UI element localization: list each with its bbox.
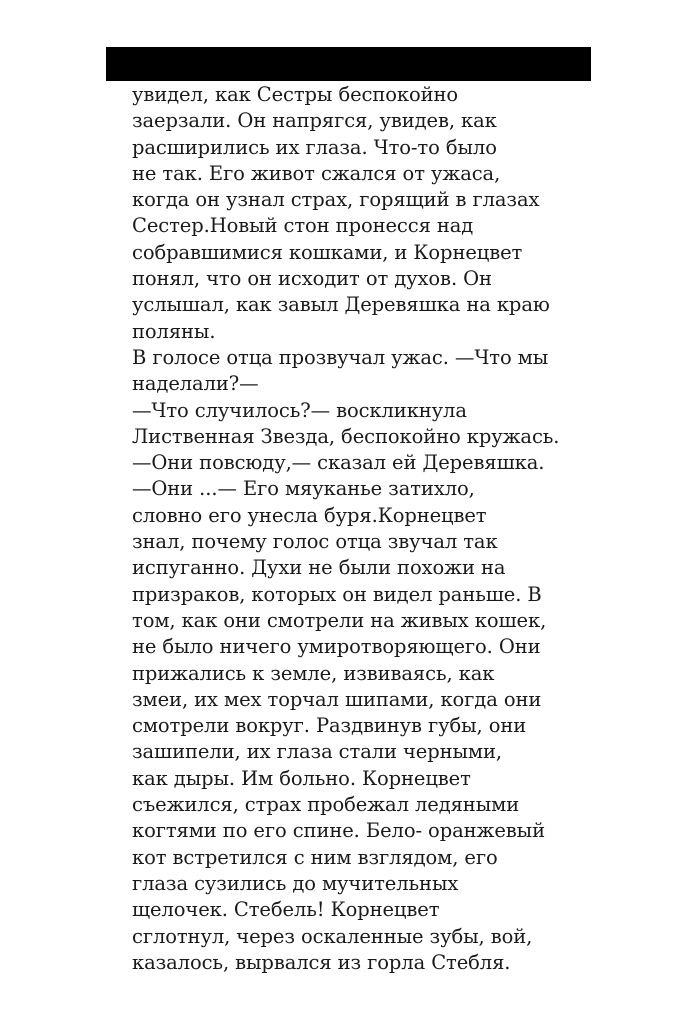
text-line: —Что случилось?— воскликнула xyxy=(132,398,467,422)
text-line: —Они повсюду,— сказал ей Деревяшка. xyxy=(132,451,545,475)
text-line: кот встретился с ним взглядом, его xyxy=(132,845,498,869)
text-line: зашипели, их глаза стали черными, xyxy=(132,740,502,764)
text-line: сглотнул, через оскаленные зубы, вой, xyxy=(132,924,533,948)
text-line: услышал, как завыл Деревяшка на краю xyxy=(132,293,550,317)
text-line: как дыры. Им больно. Корнецвет xyxy=(132,766,471,790)
text-line: словно его унесла буря.Корнецвет xyxy=(132,503,487,527)
text-line: прижались к земле, извиваясь, как xyxy=(132,661,495,685)
text-line: змеи, их мех торчал шипами, когда они xyxy=(132,687,542,711)
text-line: понял, что он исходит от духов. Он xyxy=(132,267,492,291)
text-line: Лиственная Звезда, беспокойно кружась. xyxy=(132,424,560,448)
text-line: щелочек. Стебель! Корнецвет xyxy=(132,898,440,922)
text-line: не так. Его живот сжался от ужаса, xyxy=(132,161,501,185)
text-line: том, как они смотрели на живых кошек, xyxy=(132,608,547,632)
text-line: глаза сузились до мучительных xyxy=(132,871,459,895)
text-line: расширились их глаза. Что-то было xyxy=(132,135,497,159)
text-line: когда он узнал страх, горящий в глазах xyxy=(132,188,540,212)
text-line: поляны. xyxy=(132,319,216,343)
text-line: —Они ...— Его мяуканье затихло, xyxy=(132,477,475,501)
text-line: казалось, вырвался из горла Стебля. xyxy=(132,950,511,974)
text-line: Сестер.Новый стон пронесся над xyxy=(132,214,474,238)
text-line: не было ничего умиротворяющего. Они xyxy=(132,635,541,659)
text-line: заерзали. Он напрягся, увидев, как xyxy=(132,109,497,133)
text-line: знал, почему голос отца звучал так xyxy=(132,530,498,554)
text-line: собравшимися кошками, и Корнецвет xyxy=(132,240,523,264)
text-line: испуганно. Духи не были похожи на xyxy=(132,556,506,580)
text-line: наделали?— xyxy=(132,372,259,396)
page-text xyxy=(132,82,592,976)
text-line: съежился, страх пробежал ледяными xyxy=(132,793,520,817)
text-line: призраков, которых он видел раньше. В xyxy=(132,582,542,606)
text-line: когтями по его спине. Бело- оранжевый xyxy=(132,819,545,843)
text-line: увидел, как Сестры беспокойно xyxy=(132,83,459,106)
text-line: В голосе отца прозвучал ужас. —Что мы xyxy=(132,345,549,369)
text-line: смотрели вокруг. Раздвинув губы, они xyxy=(132,714,527,738)
redaction-bar xyxy=(106,47,591,81)
